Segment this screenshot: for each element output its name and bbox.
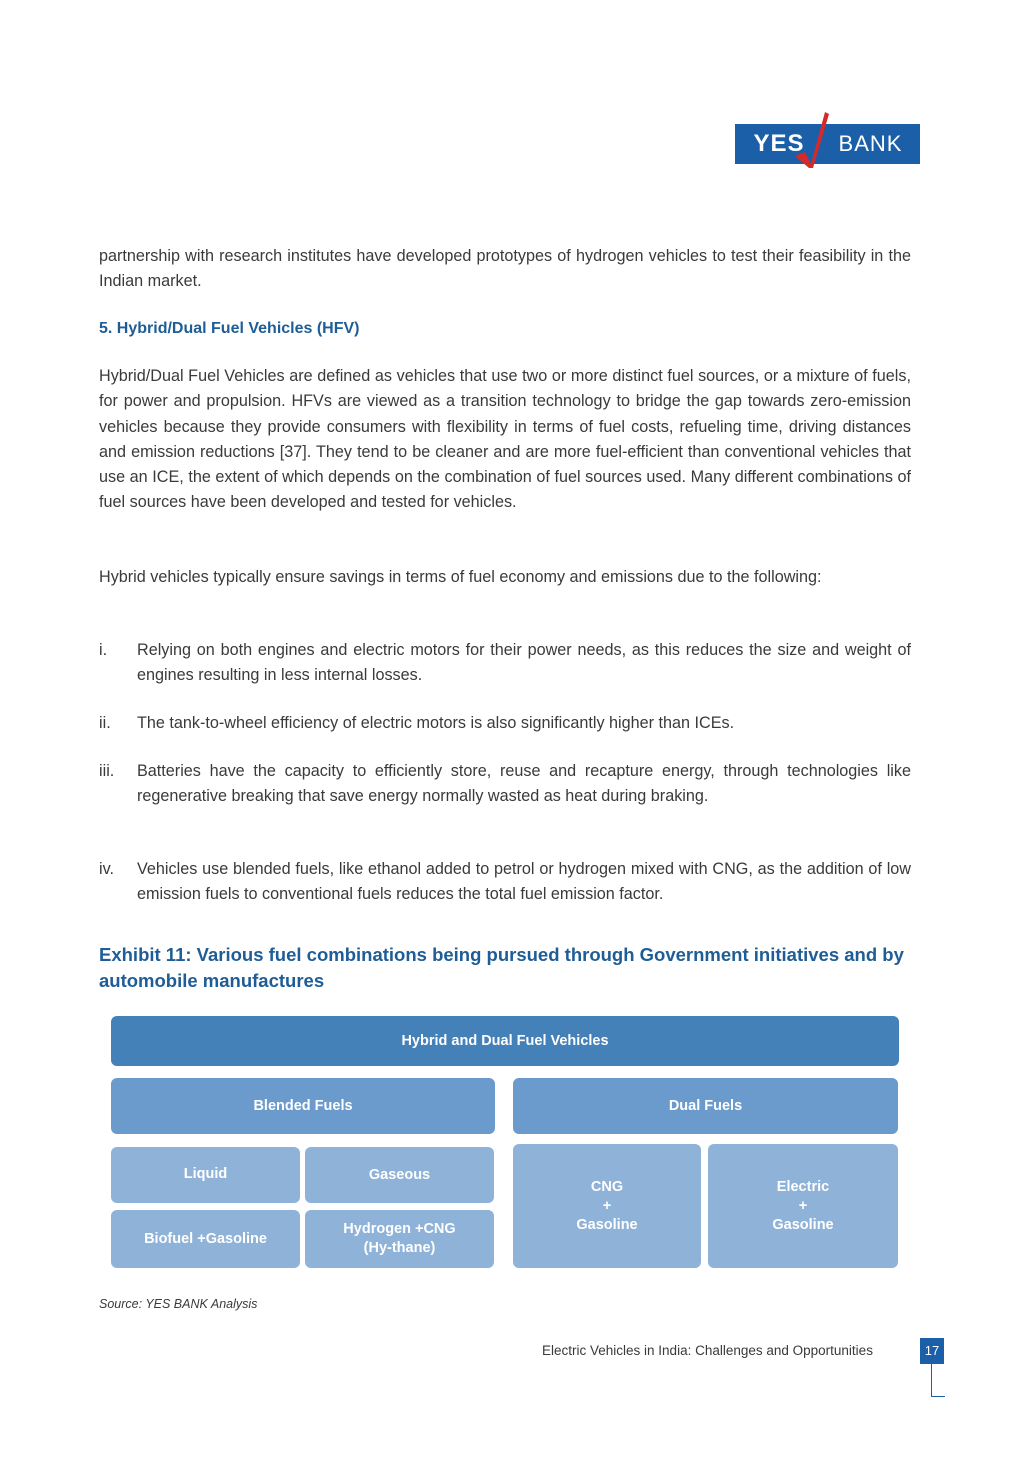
- diagram-liquid: Liquid: [111, 1147, 300, 1203]
- list-text: Vehicles use blended fuels, like ethanol added to petrol or hydrogen mixed with CNG, as the addition of low emission fuels to conventional fuels reduces the total fuel emission factor.: [137, 860, 911, 904]
- list-text: The tank-to-wheel efficiency of electric motors is also significantly higher than ICEs.: [137, 714, 735, 732]
- logo-yes: YES: [735, 124, 823, 164]
- electric-line-1: Electric: [776, 1179, 830, 1195]
- list-item: [99, 711, 911, 736]
- hydrogen-line-2: (Hy-thane): [363, 1240, 436, 1256]
- checkmark-icon: [791, 112, 831, 182]
- list-number: iii.: [99, 762, 115, 780]
- savings-text: Hybrid vehicles typically ensure savings in terms of fuel economy and emissions due to the following:: [99, 568, 822, 586]
- intro-paragraph: [99, 244, 911, 295]
- diagram-gaseous: Gaseous: [305, 1147, 494, 1203]
- definition-paragraph: [99, 364, 911, 516]
- diagram-hydrogen-cng: [305, 1210, 494, 1268]
- footer-title: Electric Vehicles in India: Challenges and Opportunities: [542, 1343, 873, 1358]
- diagram-dual-fuels: Dual Fuels: [513, 1078, 898, 1134]
- diagram-biofuel-gasoline: Biofuel +Gasoline: [111, 1210, 300, 1268]
- cng-line-1: CNG: [590, 1179, 624, 1195]
- footer-rule-vertical: [931, 1364, 932, 1396]
- list-item: [99, 759, 911, 810]
- yes-bank-logo: [735, 124, 920, 164]
- diagram-blended-fuels: Blended Fuels: [111, 1078, 495, 1134]
- list-item: [99, 638, 911, 689]
- definition-text: Hybrid/Dual Fuel Vehicles are defined as vehicles that use two or more distinct fuel sources, or a mixture of fuels, for power and propulsion. HFVs are viewed as a transition technology to bridge the gap towards zero-emission vehicles because they provide consumers with flexibility in terms of fuel costs, refueling time, driving distances and emission reductions [37]. They tend to be cleaner and are more fuel-efficient than conventional vehicles that use an ICE, the extent of which depends on the combination of fuel sources used. Many different combinations of fuel sources have been developed and tested for vehicles.: [99, 367, 911, 512]
- list-number: i.: [99, 641, 108, 659]
- list-item: [99, 857, 911, 908]
- section-heading: 5. Hybrid/Dual Fuel Vehicles (HFV): [99, 320, 360, 337]
- electric-line-2: +: [798, 1198, 808, 1214]
- electric-line-3: Gasoline: [772, 1217, 834, 1233]
- logo-bank: BANK: [821, 124, 920, 164]
- cng-line-2: +: [602, 1198, 612, 1214]
- list-text: Relying on both engines and electric motors for their power needs, as this reduces the size and weight of engines resulting in less internal losses.: [137, 641, 911, 685]
- diagram-electric-gasoline: [708, 1144, 898, 1268]
- hydrogen-line-1: Hydrogen +CNG: [343, 1221, 456, 1237]
- cng-line-3: Gasoline: [576, 1217, 638, 1233]
- source-note: Source: YES BANK Analysis: [99, 1297, 258, 1311]
- list-number: ii.: [99, 714, 111, 732]
- footer-rule-horizontal: [931, 1396, 945, 1397]
- page-number: 17: [920, 1338, 944, 1364]
- intro-text: partnership with research institutes have developed prototypes of hydrogen vehicles to test their feasibility in the Indian market.: [99, 247, 911, 291]
- exhibit-title: Exhibit 11: Various fuel combinations being pursued through Government initiatives and by automobile manufactures: [99, 944, 904, 991]
- list-text: Batteries have the capacity to efficiently store, reuse and recapture energy, through technologies like regenerative breaking that save energy normally wasted as heat during braking.: [137, 762, 911, 806]
- diagram-cng-gasoline: [513, 1144, 701, 1268]
- list-number: iv.: [99, 860, 114, 878]
- diagram-root: Hybrid and Dual Fuel Vehicles: [111, 1016, 899, 1066]
- savings-paragraph: [99, 565, 911, 590]
